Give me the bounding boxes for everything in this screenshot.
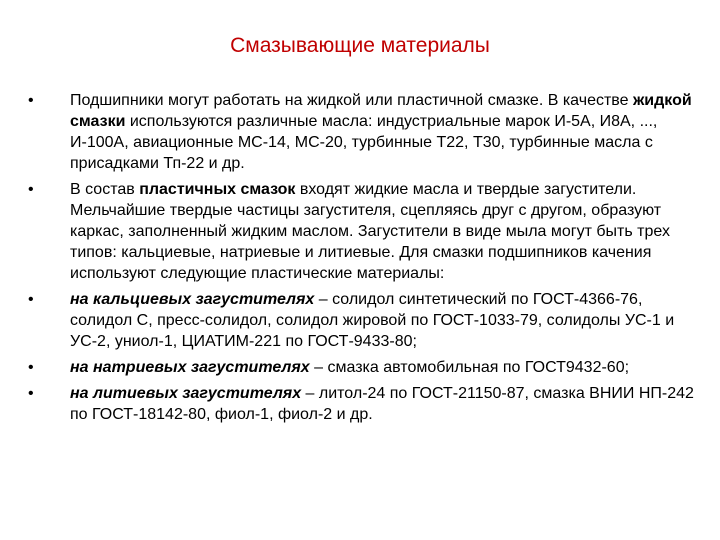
bullet-marker: •: [28, 359, 34, 376]
bullet-marker: •: [28, 291, 34, 308]
bullet-item-calcium-thickeners: [22, 289, 698, 352]
text-segment-bold: пластичных смазок: [139, 181, 296, 198]
text-segment: входят жидкие масла и твердые загустители. Мельчайшие твердые частицы загустителя, сцепляясь друг с другом, образуют каркас, заполненный жидким маслом. Загустители в виде мыла могут быть трех типов: кальциевые, натриевые и литиевые. Для смазки подшипников качения используют следующие пластические материалы:: [70, 181, 670, 282]
bullet-marker: •: [28, 181, 34, 198]
text-segment-bold-italic: на натриевых загустителях: [70, 359, 310, 376]
text-segment: В состав: [70, 181, 140, 198]
text-segment-bold-italic: на литиевых загустителях: [70, 385, 302, 402]
bullet-marker: •: [28, 92, 34, 109]
bullet-item-sodium-thickeners: [22, 357, 698, 378]
text-segment-bold: жидкой смазки: [70, 92, 692, 130]
text-segment: – литол-24 по ГОСТ-21150-87, смазка ВНИИ НП-242 по ГОСТ-18142-80, фиол-1, фиол-2 и др.: [70, 385, 694, 423]
bullet-item-lithium-thickeners: [22, 383, 698, 425]
bullet-list: [22, 90, 698, 430]
bullet-marker: •: [28, 385, 34, 402]
bullet-item-liquid-lubricant: [22, 90, 698, 174]
text-segment: – смазка автомобильная по ГОСТ9432-60;: [309, 359, 630, 376]
slide-title: Смазывающие материалы: [230, 34, 490, 57]
text-segment: Подшипники могут работать на жидкой или пластичной смазке. В качестве: [70, 92, 633, 109]
text-segment: – солидол синтетический по ГОСТ-4366-76, солидол С, пресс-солидол, солидол жировой по ГОСТ-1033-79, солидолы УС-1 и УС-2, униол-1, ЦИАТИМ-221 по ГОСТ-9433-80;: [70, 291, 675, 350]
text-segment-bold-italic: на кальциевых загустителях: [70, 291, 315, 308]
text-segment: используются различные масла: индустриальные марок И-5А, И8А, ..., И-100А, авиационные МС-14, МС-20, турбинные Т22, Т30, турбинные масла с присадками Тп-22 и др.: [70, 113, 658, 172]
bullet-item-plastic-lubricant: [22, 179, 698, 284]
